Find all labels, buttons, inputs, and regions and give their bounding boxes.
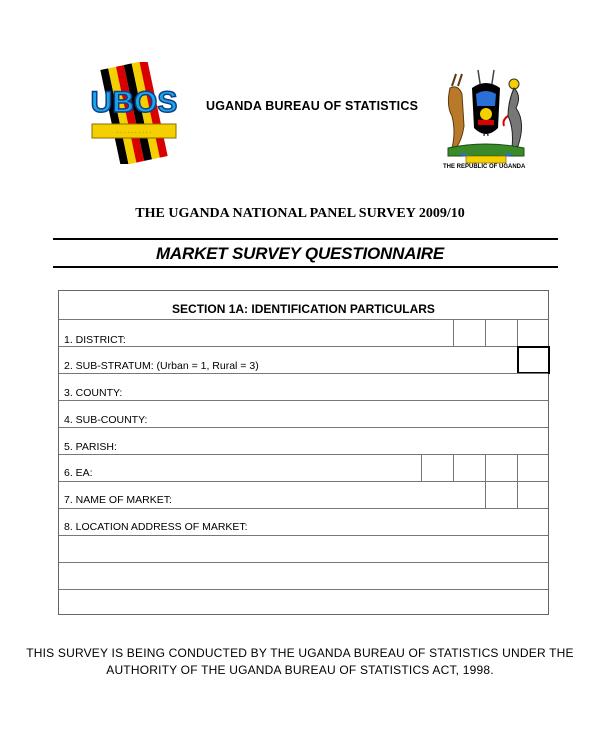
district-label: 1. DISTRICT:	[64, 334, 126, 346]
questionnaire-title: MARKET SURVEY QUESTIONNAIRE	[155, 244, 445, 263]
survey-title: THE UGANDA NATIONAL PANEL SURVEY 2009/10	[135, 206, 465, 221]
ea-label: 6. EA:	[64, 467, 93, 479]
form-row-county	[59, 373, 548, 401]
ea-code-cell[interactable]	[421, 454, 422, 481]
sub-stratum-label: 2. SUB-STRATUM: (Urban = 1, Rural = 3)	[64, 360, 259, 372]
address-line[interactable]	[59, 535, 548, 563]
county-label: 3. COUNTY:	[64, 387, 123, 399]
ubos-logo	[88, 62, 180, 164]
district-code-cell[interactable]	[517, 319, 518, 346]
ubos-logo-text: UBOS	[90, 86, 178, 119]
top-rule	[53, 238, 558, 240]
authority-statement	[0, 645, 600, 679]
form-row-ea	[59, 454, 548, 482]
form-row-sub-stratum	[59, 346, 548, 374]
ea-code-cell[interactable]	[485, 454, 486, 481]
coat-of-arms-emblem	[438, 66, 534, 166]
address-line[interactable]	[59, 562, 548, 590]
organization-name: UGANDA BUREAU OF STATISTICS	[206, 99, 419, 113]
authority-line-2: AUTHORITY OF THE UGANDA BUREAU OF STATISTICS ACT, 1998.	[106, 663, 494, 677]
sub-county-label: 4. SUB-COUNTY:	[64, 414, 148, 426]
market-name-label: 7. NAME OF MARKET:	[64, 494, 172, 506]
republic-caption: THE REPUBLIC OF UGANDA	[443, 164, 526, 170]
market-code-cell[interactable]	[485, 481, 486, 508]
bottom-rule	[53, 266, 558, 268]
form-row-parish	[59, 427, 548, 455]
ea-code-cell[interactable]	[517, 454, 518, 481]
ea-code-cell[interactable]	[453, 454, 454, 481]
form-row-sub-county	[59, 400, 548, 428]
form-row-district	[59, 319, 548, 347]
district-code-cell[interactable]	[485, 319, 486, 346]
location-address-label: 8. LOCATION ADDRESS OF MARKET:	[64, 521, 248, 533]
form-row-location-address	[59, 508, 548, 536]
form-row-market-name	[59, 481, 548, 509]
parish-label: 5. PARISH:	[64, 441, 117, 453]
identification-form	[58, 290, 549, 615]
sub-stratum-code-box[interactable]	[517, 346, 550, 374]
authority-line-1: THIS SURVEY IS BEING CONDUCTED BY THE UGANDA BUREAU OF STATISTICS UNDER THE	[26, 646, 574, 660]
svg-text:· · · · · · · · · ·: · · · · · · · · · ·	[116, 130, 152, 136]
market-code-cell[interactable]	[517, 481, 518, 508]
address-line[interactable]	[59, 589, 548, 616]
district-code-cell[interactable]	[453, 319, 454, 346]
section-title: SECTION 1A: IDENTIFICATION PARTICULARS	[172, 302, 435, 316]
